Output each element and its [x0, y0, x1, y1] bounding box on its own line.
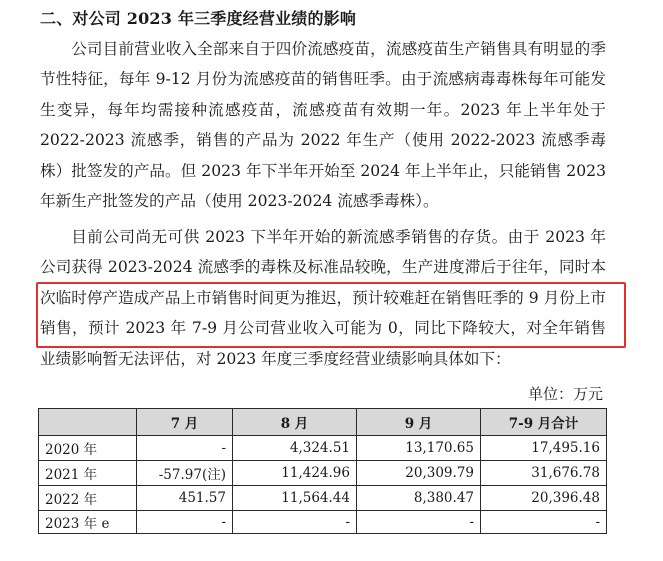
cell-july: 451.57: [137, 486, 233, 511]
paragraph-inventory-impact: 目前公司尚无可供 2023 下半年开始的新流感季销售的存货。由于 2023 年公司获得 2023-2024 流感季的毒株及标准品较晚，生产进度滞后于往年，同时本次临时停产造成产品上市销售时间更为推迟，预计较难赶在销售旺季的 9 月份上市销售，预计 2023 年 7-9 月公司营业收入可能为 0，同比下降较大，对全年销售业绩影响暂无法评估，对 2023 年度三季度经营业绩影响具体如下：: [40, 228, 606, 368]
cell-total: -: [481, 511, 607, 534]
row-label: 2020 年: [39, 436, 137, 461]
table-row: [39, 461, 607, 486]
cell-august: 4,324.51: [233, 436, 357, 461]
row-label: 2021 年: [39, 461, 137, 486]
row-label: 2023 年 e: [39, 511, 137, 534]
row-label: 2022 年: [39, 486, 137, 511]
cell-july: -: [137, 436, 233, 461]
cell-total: 31,676.78: [481, 461, 607, 486]
cell-september: 20,309.79: [357, 461, 481, 486]
header-cell-blank: [39, 409, 137, 436]
header-cell-september: 9 月: [357, 409, 481, 436]
cell-august: 11,424.96: [233, 461, 357, 486]
cell-july: -57.97(注): [137, 461, 233, 486]
revenue-table: [38, 408, 607, 534]
cell-august: 11,564.44: [233, 486, 357, 511]
unit-label: 单位：万元: [527, 385, 603, 403]
cell-total: 20,396.48: [481, 486, 607, 511]
cell-july: -: [137, 511, 233, 534]
cell-september: 8,380.47: [357, 486, 481, 511]
section-heading: 二、对公司 2023 年三季度经营业绩的影响: [40, 9, 357, 28]
cell-august: -: [233, 511, 357, 534]
table-header-row: [39, 409, 607, 436]
table-row: [39, 511, 607, 534]
paragraph-product-seasonality: 公司目前营业收入全部来自于四价流感疫苗，流感疫苗生产销售具有明显的季节性特征，每年 9-12 月份为流感疫苗的销售旺季。由于流感病毒毒株每年可能发生变异，每年均需接种流感疫苗，流感疫苗有效期一年。2023 年上半年处于 2022-2023 流感季，销售的产品为 2022 年生产（使用 2022-2023 流感季毒株）批签发的产品。但 2023 年下半年开始至 2024 年上半年止，只能销售 2023 年新生产批签发的产品（使用 2023-2024 流感季毒株）。: [40, 40, 606, 211]
header-cell-august: 8 月: [233, 409, 357, 436]
cell-september: -: [357, 511, 481, 534]
table-row: [39, 486, 607, 511]
header-cell-total: 7-9 月合计: [481, 409, 607, 436]
header-cell-july: 7 月: [137, 409, 233, 436]
cell-september: 13,170.65: [357, 436, 481, 461]
table-row: [39, 436, 607, 461]
cell-total: 17,495.16: [481, 436, 607, 461]
